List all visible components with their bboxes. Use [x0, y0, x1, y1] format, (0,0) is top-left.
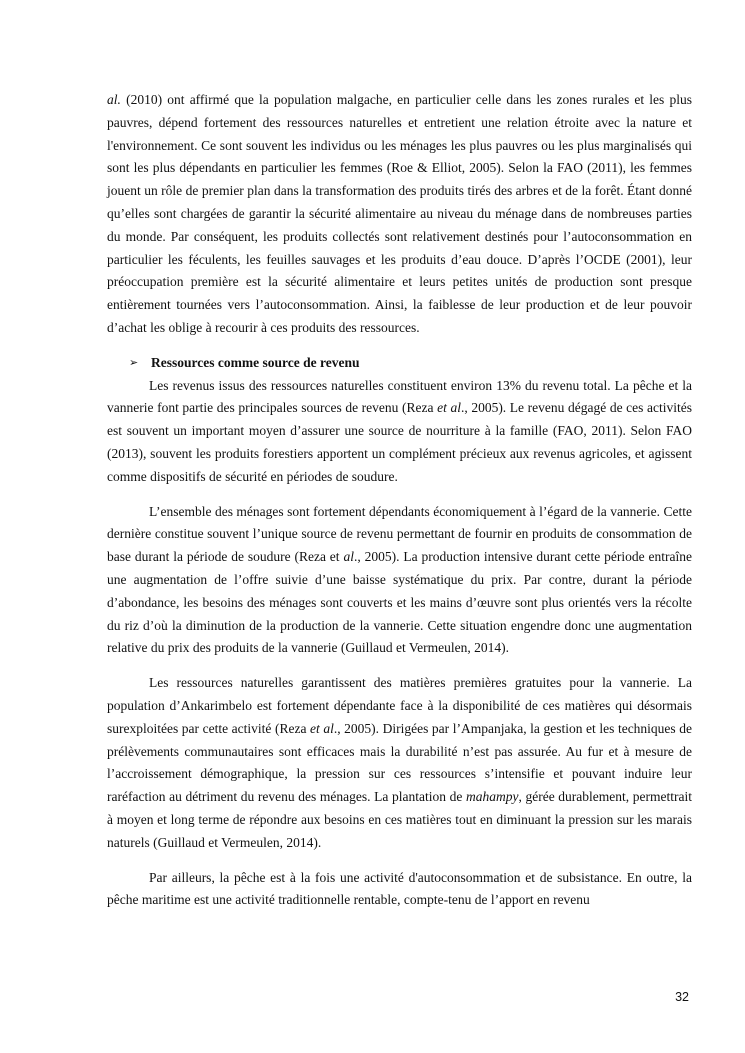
paragraph-1-text: (2010) ont affirmé que la population malgache, en particulier celle dans les zones rurales et les plus pauvres, dépend fortement des ressources naturelles et entretient une relation étroite avec la nature et l'environnement. Ce sont souvent les individus ou les ménages les plus pauvres ou les plus marginalisés qui sont les plus dépendants en particulier les femmes (Roe & Elliot, 2005). Selon la FAO (2011), les femmes jouent un rôle de premier plan dans la transformation des produits tirés des arbres et de la forêt. Étant donné qu’elles sont chargées de garantir la sécurité alimentaire au niveau du ménage dans de nombreuses parties du monde. Par conséquent, les produits collectés sont relativement destinés pour l’autoconsommation en particulier les féculents, les feuilles sauvages et les produits d’eau douce. D’après l’OCDE (2001), leur préoccupation première est la sécurité alimentaire et leurs petites unités de production sont presque entièrement tournées vers l’autoconsommation. Ainsi, la faiblesse de leur production et de leur pouvoir d’achat les oblige à recourir à ces produits des ressources. [107, 92, 692, 335]
paragraph-4-text-a: Les ressources naturelles garantissent des matières premières gratuites pour la vannerie. La population d’Ankarimbelo est fortement dépendante face à la disponibilité de ces matières qui désormais surexploitées par cette activité (Reza [107, 675, 692, 736]
body-text [107, 89, 692, 912]
paragraph-1 [107, 89, 692, 340]
paragraph-3-text-a: L’ensemble des ménages sont fortement dépendants économiquement à l’égard de la vannerie. Cette dernière constitue souvent l’unique source de revenu permettant de fournir en produits de consommation de base durant la période de soudure (Reza et [107, 503, 692, 565]
page-number: 32 [675, 990, 689, 1004]
paragraph-4-italic-b: mahampy [465, 789, 519, 805]
paragraph-4-italic-a: et al [310, 720, 334, 736]
section-heading-label: Ressources comme source de revenu [151, 354, 360, 370]
paragraph-5-text: Par ailleurs, la pêche est à la fois une activité d'autoconsommation et de subsistance. En outre, la pêche maritime est une activité traditionnelle rentable, compte-tenu de l’apport en revenu [107, 869, 692, 908]
paragraph-3-italic: al [343, 549, 354, 565]
section-heading [107, 352, 692, 375]
paragraph-2 [107, 375, 692, 489]
paragraph-4-text-c: , gérée durablement, permettrait à moyen et long terme de répondre aux besoins en ces matières tout en diminuant la pression sur les marais naturels (Guillaud et Vermeulen, 2014). [107, 789, 693, 850]
arrow-bullet-icon: ➢ [129, 355, 139, 369]
paragraph-2-text-a: Les revenus issus des ressources naturelles constituent environ 13% du revenu total. La pêche et la vannerie font partie des principales sources de revenu (Reza [107, 377, 692, 416]
paragraph-2-italic: et al [437, 400, 461, 416]
italic-al: al. [107, 92, 121, 107]
paragraph-2-text-b: ., 2005). Le revenu dégagé de ces activités est souvent un important moyen d’assurer une source de nourriture à la famille (FAO, 2011). Selon FAO (2013), souvent les produits forestiers apportent un complément précieux aux revenus agricoles, et agissent comme dispositifs de sécurité en périodes de soudure. [107, 400, 692, 484]
paragraph-3 [107, 501, 692, 661]
paragraph-4 [107, 672, 692, 854]
paragraph-4-text-b: ., 2005). Dirigées par l’Ampanjaka, la gestion et les techniques de prélèvements communautaires sont efficaces mais la durabilité n’est pas assurée. Au fur et à mesure de l’accroissement démographique, la pression sur ces ressources s’intensifie et pouvant induire leur raréfaction au détriment du revenu des ménages. La plantation de [107, 720, 692, 805]
paragraph-3-text-b: ., 2005). La production intensive durant cette période entraîne une augmentation de l’offre suivie d’une baisse systématique du prix. Par contre, durant la période d’abondance, les besoins des ménages sont couverts et les mains d’œuvre sont plus orientés vers la récolte du riz d’où la diminution de la production de la vannerie. Cette situation engendre donc une augmentation relative du prix des produits de la vannerie (Guillaud et Vermeulen, 2014). [107, 549, 692, 656]
paragraph-5 [107, 867, 692, 913]
